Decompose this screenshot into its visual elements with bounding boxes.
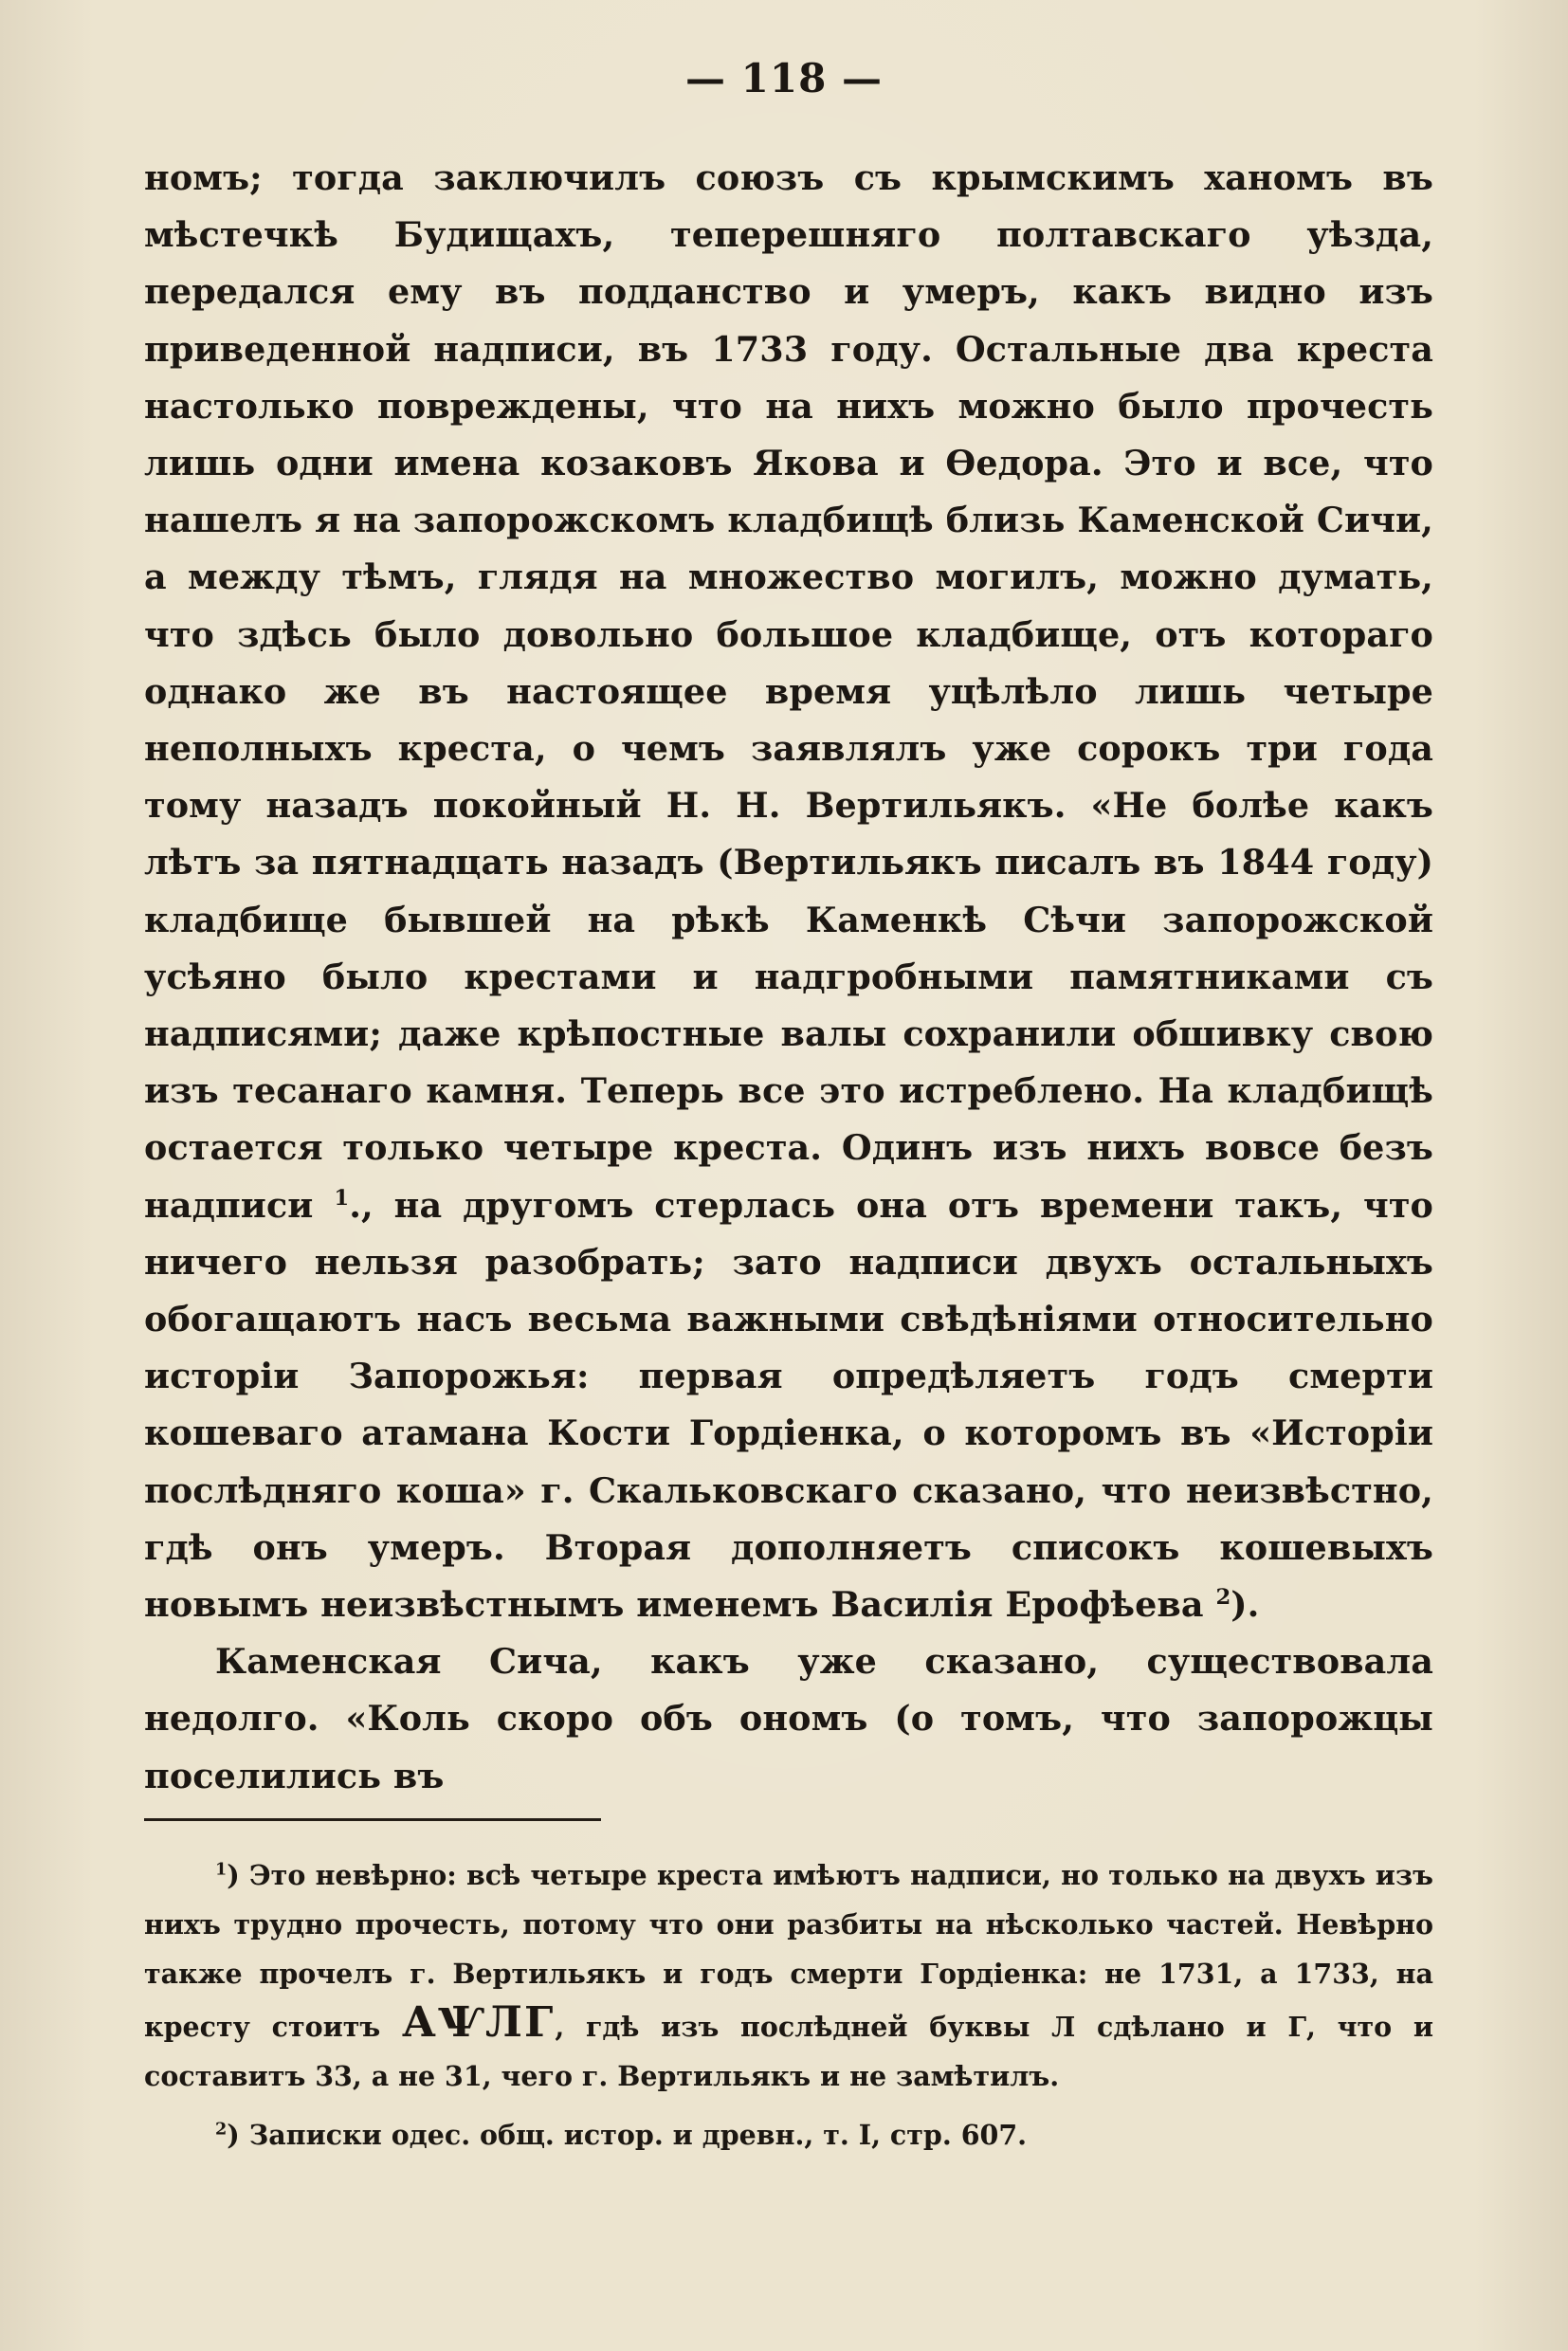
- footnote-divider: [144, 1818, 601, 1821]
- paragraph-text: номъ; тогда заключилъ союзъ съ крымскимъ ханомъ въ мѣстечкѣ Будищахъ, теперешняго полтавскаго уѣзда, передался ему въ подданство и умеръ, какъ видно изъ приведенной надписи, въ 1733 году. Остальные два креста настолько повреждены, что на нихъ можно было прочесть лишь одни имена козаковъ Якова и Ѳедора. Это и все, что нашелъ я на запорожскомъ кладбищѣ близь Каменской Сичи, а между тѣмъ, глядя на множество могилъ, можно думать, что здѣсь было довольно большое кладбище, отъ котораго однако же въ настоящее время уцѣлѣло лишь четыре неполныхъ креста, о чемъ заявлялъ уже сорокъ три года тому назадъ покойный Н. Н. Вертильякъ. «Не болѣе какъ лѣтъ за пятнадцать назадъ (Вертильякъ писалъ въ 1844 году) кладбище бывшей на рѣкѣ Каменкѣ Сѣчи запорожской усѣяно было крестами и надгробными памятниками съ надписями; даже крѣпостные валы сохранили обшивку свою изъ тесанаго камня. Теперь все это истреблено. На кладбищѣ остается только четыре креста. Одинъ изъ нихъ вовсе безъ надписи: [144, 157, 1433, 1226]
- page-number: — 118 —: [685, 55, 883, 101]
- footnote-text: ) Записки одес. общ. истор. и древн., т. I, стр. 607.: [227, 2119, 1028, 2151]
- footnote-text-continued: , гдѣ изъ послѣдней буквы Л сдѣлано и Г, что и составитъ 33, а не 31, чего г. Вертильякъ и не замѣтилъ.: [144, 2011, 1433, 2092]
- footnote-1: [144, 1850, 1433, 2101]
- footnote-2: [144, 2110, 1433, 2160]
- paragraph: Каменская Сича, какъ уже сказано, существовала недолго. «Коль скоро объ ономъ (о томъ, что запорожцы поселились въ: [144, 1641, 1433, 1796]
- inscription-letters: АѰЛГ: [401, 1998, 556, 2047]
- paragraph-text-end: ).: [1231, 1584, 1260, 1626]
- footnote-ref-2: 2: [1215, 1584, 1231, 1610]
- footnote-mark: 1: [215, 1859, 228, 1880]
- footnotes: [144, 1850, 1433, 2160]
- footnote-ref-1: 1: [334, 1185, 350, 1211]
- paragraph: [144, 150, 1433, 1633]
- body-text: [144, 150, 1433, 1805]
- footnote-text: ) Это невѣрно: всѣ четыре креста имѣютъ надписи, но только на двухъ изъ нихъ трудно прочесть, потому что они разбиты на нѣсколько частей. Невѣрно также прочелъ г. Вертильякъ и годъ смерти Гордіенка: не 1731, а 1733, на кресту стоитъ: [144, 1859, 1433, 2043]
- footnote-mark: 2: [215, 2119, 228, 2140]
- paragraph-text-continued: ., на другомъ стерлась она отъ времени такъ, что ничего нельзя разобрать; зато надписи двухъ остальныхъ обогащаютъ насъ весьма важными свѣдѣніями относительно исторіи Запорожья: первая опредѣляетъ годъ смерти кошеваго атамана Кости Гордіенка, о которомъ въ «Исторіи послѣдняго коша» г. Скальковскаго сказано, что неизвѣстно, гдѣ онъ умеръ. Вторая дополняетъ списокъ кошевыхъ новымъ неизвѣстнымъ именемъ Василія Ерофѣева: [144, 1184, 1433, 1626]
